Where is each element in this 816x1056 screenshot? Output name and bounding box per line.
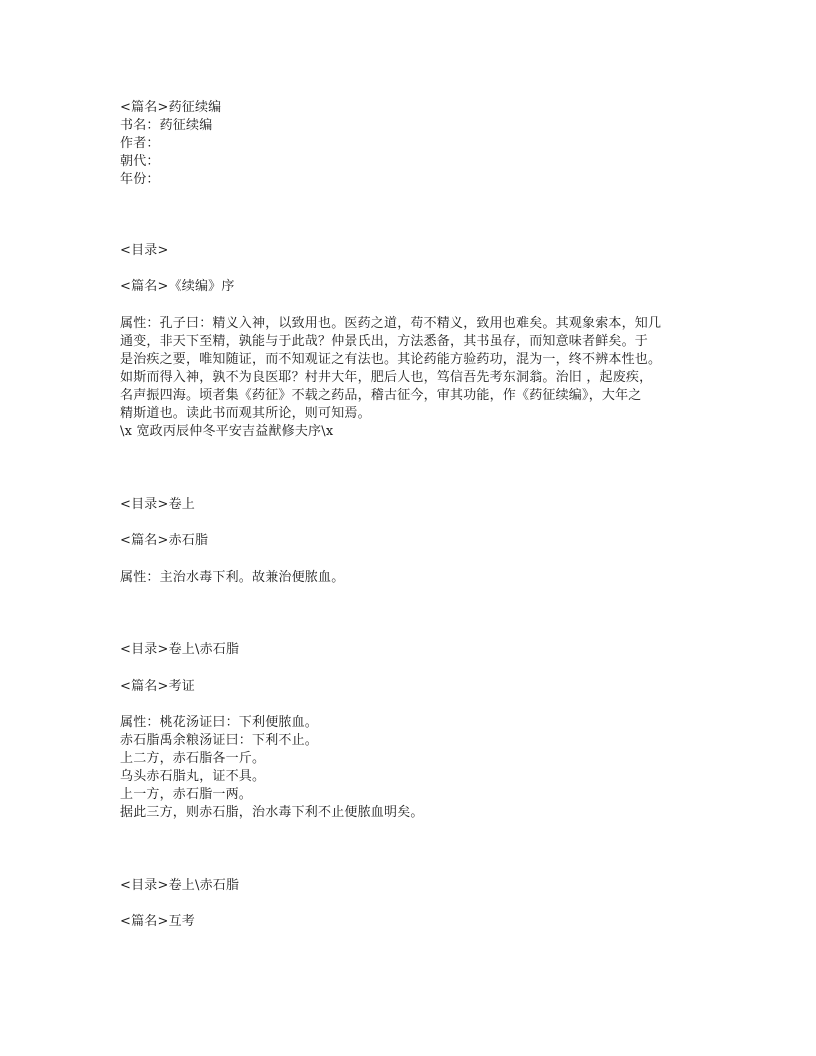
section-title: <篇名>赤石脂	[120, 533, 209, 548]
text-line: 精斯道也。读此书而观其所论，则可知焉。	[120, 406, 371, 421]
text-line: 赤石脂禹余粮汤证曰：下利不止。	[120, 733, 319, 748]
section-title: <篇名>《续编》序	[120, 279, 235, 294]
toc-heading: <目录>卷上	[120, 497, 195, 512]
section-title: <篇名>互考	[120, 914, 195, 929]
text-line: 据此三方，则赤石脂，治水毒下利不止便脓血明矣。	[120, 805, 424, 820]
text-line: \x 宽政丙辰仲冬平安吉益猷修夫序\x	[120, 424, 334, 439]
text-line: 上二方，赤石脂各一斤。	[120, 751, 266, 766]
text-line: 是治疾之要，唯知随证，而不知观证之有法也。其论药能方验药功，混为一，终不辨本性也。	[120, 352, 662, 367]
metadata-field: 年份：	[120, 172, 160, 187]
text-line: 如斯而得入神，孰不为良医耶？村井大年，肥后人也，笃信吾先考东洞翁。治旧 ，起废疾，	[120, 370, 653, 385]
metadata-field: 书名：药征续编	[120, 118, 213, 133]
section-title: <篇名>考证	[120, 679, 195, 694]
text-line: 上一方，赤石脂一两。	[120, 787, 253, 802]
toc-heading: <目录>卷上\赤石脂	[120, 642, 240, 657]
metadata-field: 作者：	[120, 136, 160, 151]
section-title: <篇名>药征续编	[120, 100, 222, 115]
attribute-paragraph: 属性：孔子曰：精义入神，以致用也。医药之道，苟不精义，致用也难矣。其观象索本，知几	[120, 316, 662, 331]
text-line: 通变，非天下至精，孰能与于此哉？仲景氏出，方法悉备，其书虽存，而知意味者鲜矣。于	[120, 334, 649, 349]
attribute-paragraph: 属性：主治水毒下利。故兼治便脓血。	[120, 570, 345, 585]
attribute-paragraph: 属性：桃花汤证曰：下利便脓血。	[120, 715, 319, 730]
metadata-field: 朝代：	[120, 154, 160, 169]
toc-heading: <目录>卷上\赤石脂	[120, 878, 240, 893]
text-line: 名声振四海。顷者集《药征》不载之药品，稽古征今，审其功能，作《药征续编》，大年之	[120, 388, 642, 403]
text-line: 乌头赤石脂丸，证不具。	[120, 769, 266, 784]
toc-heading: <目录>	[120, 243, 169, 258]
